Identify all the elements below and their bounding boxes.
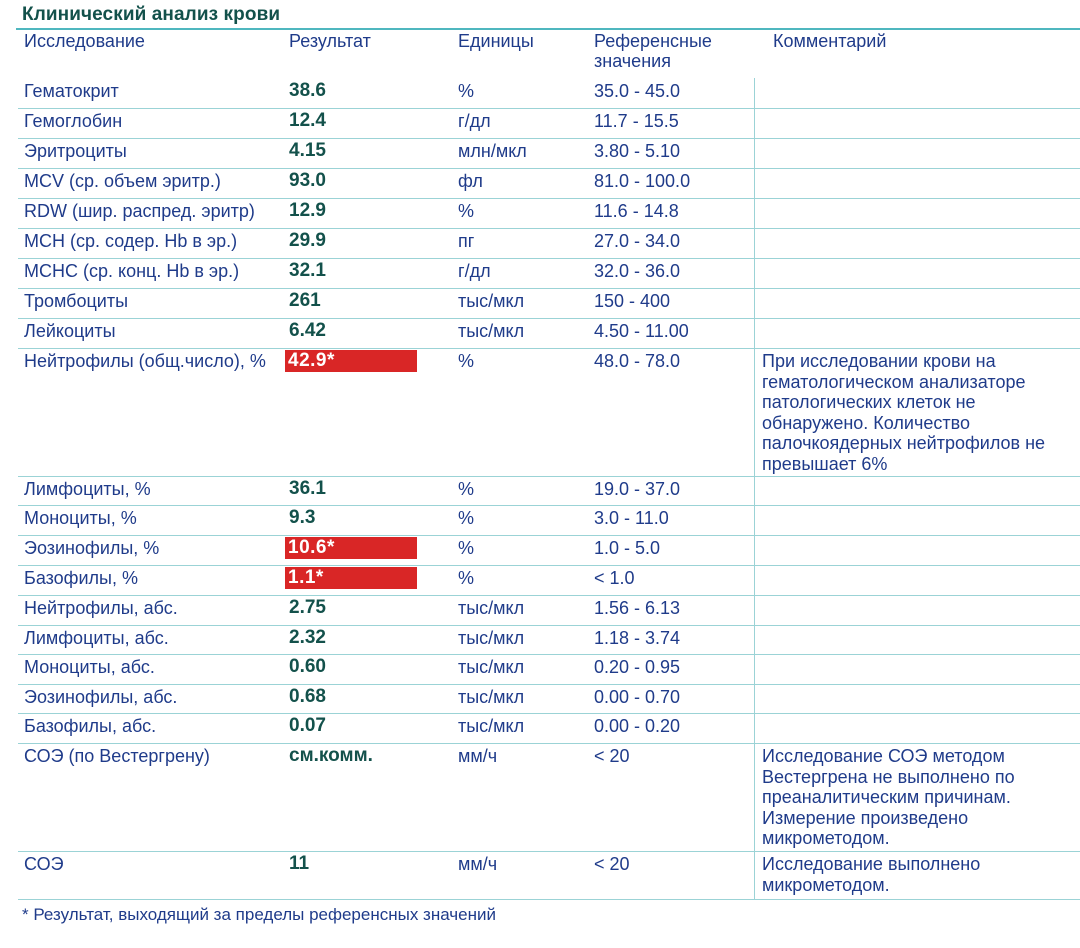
result-value: 9.3 (289, 507, 316, 528)
row-reference: < 20 (594, 746, 630, 766)
table-row (0, 851, 1080, 899)
row-name: Лейкоциты (24, 321, 116, 341)
result-value: 6.42 (289, 320, 326, 341)
row-units: % (458, 351, 475, 371)
row-reference: 11.7 - 15.5 (594, 111, 679, 131)
row-name: MCHC (ср. конц. Hb в эр.) (24, 261, 240, 281)
table-row (0, 654, 1080, 684)
table-row (0, 625, 1080, 654)
table-row (0, 168, 1080, 198)
row-units: г/дл (458, 261, 491, 281)
comment-column-divider (754, 78, 755, 899)
row-units: пг (458, 231, 475, 251)
row-reference: 0.00 - 0.20 (594, 716, 681, 736)
result-value: 2.32 (289, 627, 326, 648)
row-name: MCH (ср. содер. Hb в эр.) (24, 231, 238, 251)
row-units: тыс/мкл (458, 598, 525, 618)
row-units: тыс/мкл (458, 687, 525, 707)
result-value: 11 (289, 853, 310, 874)
row-name: Эритроциты (24, 141, 127, 161)
row-reference: 32.0 - 36.0 (594, 261, 681, 281)
row-units: тыс/мкл (458, 716, 525, 736)
row-name: MCV (ср. объем эритр.) (24, 171, 221, 191)
result-value: 261 (289, 290, 321, 311)
column-header-name: Исследование (24, 31, 145, 51)
row-name: Нейтрофилы, абс. (24, 598, 178, 618)
result-value: 2.75 (289, 597, 326, 618)
row-reference: 11.6 - 14.8 (594, 201, 679, 221)
table-row (0, 476, 1080, 505)
row-units: тыс/мкл (458, 657, 525, 677)
table-row (0, 743, 1080, 851)
table-row (0, 348, 1080, 476)
column-header-units: Единицы (458, 31, 534, 51)
row-reference: 27.0 - 34.0 (594, 231, 681, 251)
row-units: мм/ч (458, 746, 498, 766)
table-row (0, 78, 1080, 108)
row-name: Тромбоциты (24, 291, 129, 311)
table-row (0, 565, 1080, 595)
result-value: 93.0 (289, 170, 326, 191)
row-name: Нейтрофилы (общ.число), % (24, 351, 266, 371)
column-header-result: Результат (289, 31, 371, 51)
row-name: Эозинофилы, % (24, 538, 160, 558)
row-name: Гемоглобин (24, 111, 123, 131)
row-name: Гематокрит (24, 81, 119, 101)
row-name: Базофилы, % (24, 568, 138, 588)
table-row (0, 595, 1080, 625)
result-value: 29.9 (289, 230, 326, 251)
table-row (0, 258, 1080, 288)
report-title: Клинический анализ крови (22, 4, 281, 25)
row-reference: < 1.0 (594, 568, 635, 588)
row-reference: 1.18 - 3.74 (594, 628, 681, 648)
row-name: Эозинофилы, абс. (24, 687, 178, 707)
row-name: Базофилы, абс. (24, 716, 157, 736)
row-reference: 0.00 - 0.70 (594, 687, 681, 707)
row-reference: 1.56 - 6.13 (594, 598, 681, 618)
table-header (0, 30, 1080, 78)
row-units: % (458, 538, 475, 558)
row-units: тыс/мкл (458, 628, 525, 648)
row-name: СОЭ (24, 854, 64, 874)
row-reference: 48.0 - 78.0 (594, 351, 681, 371)
row-units: % (458, 201, 475, 221)
row-reference: 1.0 - 5.0 (594, 538, 661, 558)
footnote: * Результат, выходящий за пределы референсных значений (22, 905, 496, 924)
row-reference: 4.50 - 11.00 (594, 321, 689, 341)
table-row (0, 713, 1080, 743)
table-row (0, 505, 1080, 535)
row-units: % (458, 508, 475, 528)
row-reference: 19.0 - 37.0 (594, 479, 681, 499)
column-header-reference: Референсные (594, 31, 712, 51)
table-row (0, 535, 1080, 565)
result-value-flagged: 42.9* (285, 350, 417, 372)
result-value: 0.07 (289, 715, 326, 736)
table-row (0, 198, 1080, 228)
row-divider (18, 899, 1080, 900)
row-units: фл (458, 171, 483, 191)
row-units: тыс/мкл (458, 321, 525, 341)
row-reference: 0.20 - 0.95 (594, 657, 681, 677)
result-value: см.комм. (289, 745, 373, 766)
row-name: Лимфоциты, % (24, 479, 151, 499)
table-row (0, 684, 1080, 713)
row-comment: Исследование выполнено микрометодом. (762, 854, 981, 895)
row-reference: 3.0 - 11.0 (594, 508, 669, 528)
result-value: 32.1 (289, 260, 326, 281)
result-value: 38.6 (289, 80, 326, 101)
row-reference: 150 - 400 (594, 291, 671, 311)
row-name: Моноциты, абс. (24, 657, 155, 677)
row-name: Моноциты, % (24, 508, 137, 528)
row-name: Лимфоциты, абс. (24, 628, 169, 648)
row-units: % (458, 479, 475, 499)
row-units: мм/ч (458, 854, 498, 874)
table-row (0, 108, 1080, 138)
row-comment: При исследовании крови на гематологическом анализаторе патологических клеток не обнаружено. Количество палочкоядерных нейтрофилов не превышает 6% (762, 351, 1046, 474)
column-header-comment: Комментарий (773, 31, 887, 51)
row-units: % (458, 81, 475, 101)
row-comment: Исследование СОЭ методом Вестергрена не выполнено по преаналитическим причинам. Измерение произведено микрометодом. (762, 746, 1015, 849)
result-value: 12.4 (289, 110, 326, 131)
row-units: г/дл (458, 111, 491, 131)
result-value-flagged: 1.1* (285, 567, 417, 589)
row-reference: 81.0 - 100.0 (594, 171, 691, 191)
result-value: 12.9 (289, 200, 326, 221)
result-value: 36.1 (289, 478, 326, 499)
table-row (0, 228, 1080, 258)
row-units: % (458, 568, 475, 588)
row-units: млн/мкл (458, 141, 527, 161)
row-units: тыс/мкл (458, 291, 525, 311)
result-value: 0.60 (289, 656, 326, 677)
result-value: 4.15 (289, 140, 326, 161)
table-row (0, 138, 1080, 168)
row-name: СОЭ (по Вестергрену) (24, 746, 210, 766)
result-value: 0.68 (289, 686, 326, 707)
row-reference: < 20 (594, 854, 630, 874)
column-header-reference-line2: значения (594, 51, 671, 71)
table-row (0, 318, 1080, 348)
row-name: RDW (шир. распред. эритр) (24, 201, 255, 221)
row-reference: 3.80 - 5.10 (594, 141, 681, 161)
row-reference: 35.0 - 45.0 (594, 81, 681, 101)
table-row (0, 288, 1080, 318)
result-value-flagged: 10.6* (285, 537, 417, 559)
